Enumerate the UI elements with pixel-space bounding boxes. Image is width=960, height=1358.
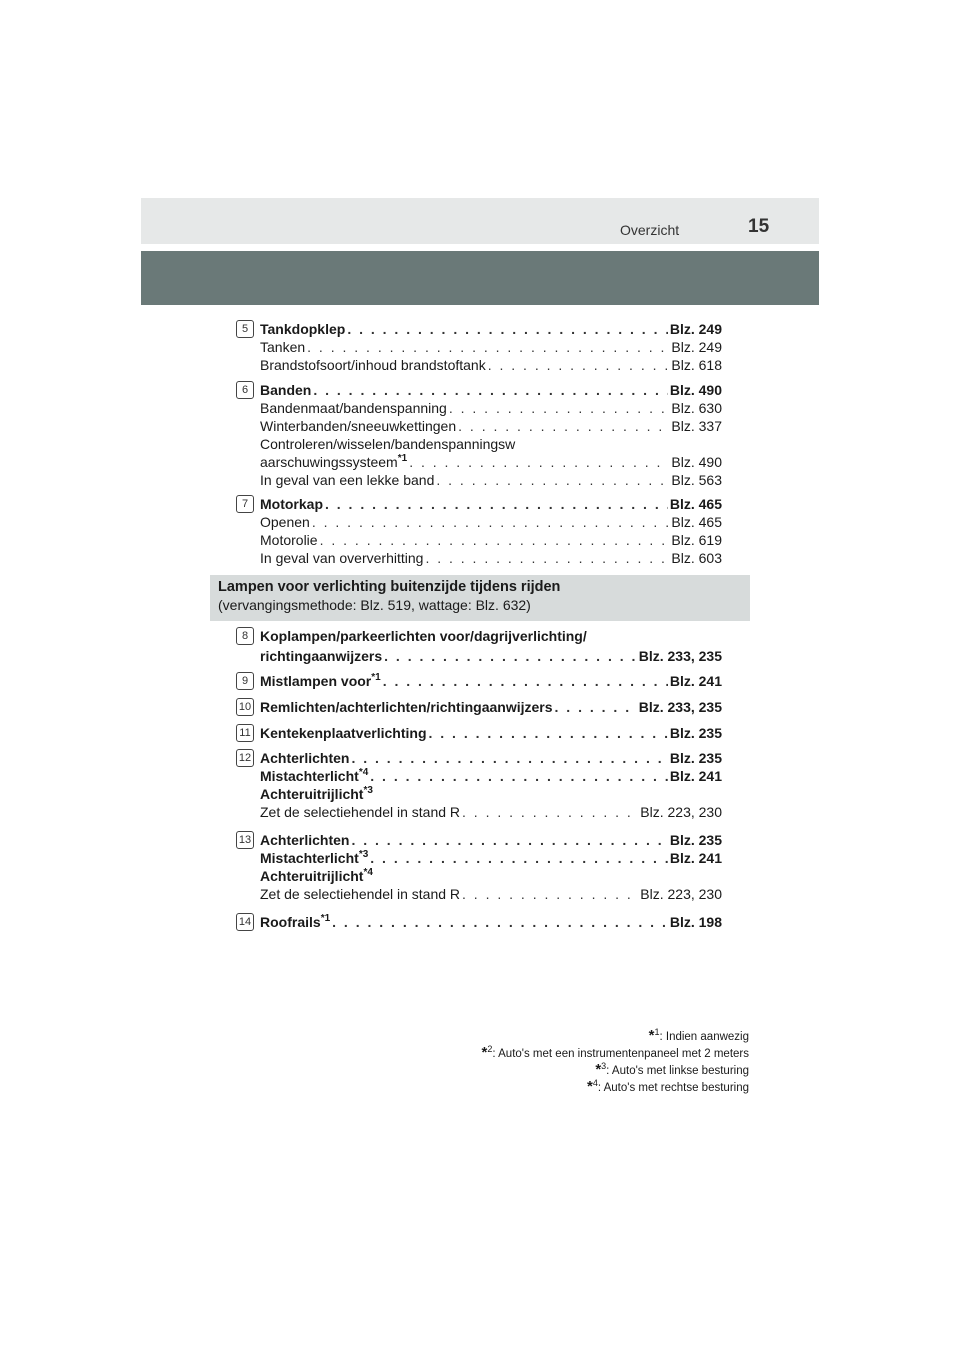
entry-label: Remlichten/achterlichten/richtingaanwijzers <box>260 699 553 715</box>
item-number-badge: 5 <box>236 320 254 338</box>
toc-subentry[interactable] <box>260 399 722 417</box>
entry-label: Bandenmaat/bandenspanning <box>260 400 447 416</box>
footnote: *$^3$: Auto's met linkse besturing <box>595 1061 749 1078</box>
toc-subentry[interactable] <box>260 417 722 435</box>
toc-subentry[interactable] <box>260 513 722 531</box>
header-band <box>141 251 819 305</box>
toc-subentry-wrap: Controleren/wisselen/bandenspanningsw <box>260 436 516 452</box>
entry-ref: Blz. 465 <box>669 496 722 512</box>
entry-label: Zet de selectiehendel in stand R <box>260 886 461 902</box>
entry-label: Mistachterlicht$^{*3}$ <box>260 849 369 866</box>
entry-ref: Blz. 490 <box>671 454 722 470</box>
entry-ref: Blz. 198 <box>669 914 722 930</box>
toc-subentry[interactable] <box>260 803 722 821</box>
entry-label: Openen <box>260 514 310 530</box>
entry-ref: Blz. 233, 235 <box>638 699 722 715</box>
entry-label: richtingaanwijzers <box>260 648 383 664</box>
footnote: *$^2$: Auto's met een instrumentenpaneel met 2 meters <box>481 1044 749 1061</box>
lamp-section-subtitle: (vervangingsmethode: Blz. 519, wattage: Blz. 632) <box>218 597 531 613</box>
footnote-mark: *3 <box>358 849 369 860</box>
section-6 <box>236 381 722 489</box>
entry-ref: Blz. 618 <box>671 357 722 373</box>
toc-entry[interactable] <box>260 724 722 742</box>
entry-label: Motorolie <box>260 532 318 548</box>
toc-entry-label: Achteruitrijlicht$^{*4}$ <box>260 867 373 884</box>
entry-label: Tanken <box>260 339 306 355</box>
entry-ref: Blz. 241 <box>669 850 722 866</box>
section-13 <box>236 831 722 903</box>
entry-ref: Blz. 249 <box>671 339 722 355</box>
footnote-mark: *4 <box>363 867 373 878</box>
entry-ref: Blz. 241 <box>669 768 722 784</box>
entry-label: Kentekenplaatverlichting <box>260 725 427 741</box>
toc-entry-wrap: Koplampen/parkeerlichten voor/dagrijverlichting/ <box>260 628 587 644</box>
toc-entry[interactable] <box>260 767 722 785</box>
entry-label: Mistlampen voor$^{*1}$ <box>260 672 381 689</box>
entry-label: Motorkap <box>260 496 323 512</box>
page-section-title: Overzicht <box>620 222 680 238</box>
entry-label: Banden <box>260 382 312 398</box>
toc-entry[interactable] <box>260 913 722 931</box>
toc-entry[interactable] <box>260 849 722 867</box>
item-number-badge: 7 <box>236 495 254 513</box>
entry-label: In geval van een lekke band <box>260 472 435 488</box>
entry-ref: Blz. 603 <box>671 550 722 566</box>
entry-label: In geval van oververhitting <box>260 550 424 566</box>
entry-label: aarschuwingssysteem$^{*1}$ <box>260 453 408 470</box>
item-number-badge: 8 <box>236 627 254 645</box>
toc-subentry[interactable] <box>260 885 722 903</box>
item-number-badge: 13 <box>236 831 254 849</box>
toc-entry[interactable] <box>260 647 722 665</box>
entry-ref: Blz. 235 <box>669 832 722 848</box>
entry-label: Tankdopklep <box>260 321 346 337</box>
toc-subentry[interactable] <box>260 338 722 356</box>
entry-ref: Blz. 223, 230 <box>640 886 722 902</box>
entry-ref: Blz. 619 <box>671 532 722 548</box>
footnote-mark: *1 <box>320 913 331 924</box>
section-7 <box>236 495 722 567</box>
entry-ref: Blz. 563 <box>671 472 722 488</box>
toc-subentry[interactable] <box>260 453 722 471</box>
section-14 <box>236 913 722 931</box>
lamp-section-header <box>210 575 750 621</box>
lamp-section-title: Lampen voor verlichting buitenzijde tijdens rijden <box>218 579 561 595</box>
item-number-badge: 11 <box>236 724 254 742</box>
entry-label: Zet de selectiehendel in stand R <box>260 804 461 820</box>
toc-entry[interactable] <box>260 672 722 690</box>
section-5 <box>236 320 722 374</box>
toc-entry[interactable] <box>260 749 722 767</box>
footnote: *$^1$: Indien aanwezig <box>648 1027 749 1044</box>
header-bar <box>141 198 819 244</box>
section-11 <box>236 724 722 742</box>
toc-subentry[interactable] <box>260 471 722 489</box>
item-number-badge: 14 <box>236 913 254 931</box>
section-9 <box>236 672 722 690</box>
page-number: 15 <box>748 216 770 237</box>
entry-ref: Blz. 235 <box>669 725 722 741</box>
entry-label: Roofrails$^{*1}$ <box>260 913 331 930</box>
entry-label: Brandstofsoort/inhoud brandstoftank <box>260 357 486 373</box>
entry-label: Achterlichten <box>260 750 350 766</box>
item-number-badge: 6 <box>236 381 254 399</box>
toc-entry[interactable] <box>260 320 722 338</box>
section-8 <box>236 627 722 665</box>
toc-subentry[interactable] <box>260 531 722 549</box>
entry-label: Mistachterlicht$^{*4}$ <box>260 767 369 784</box>
entry-label: Winterbanden/sneeuwkettingen <box>260 418 457 434</box>
toc-entry-label: Achteruitrijlicht$^{*3}$ <box>260 785 373 802</box>
footnote-mark: *1 <box>371 672 381 683</box>
item-number-badge: 9 <box>236 672 254 690</box>
entry-ref: Blz. 465 <box>671 514 722 530</box>
footnote-mark: *1 <box>397 453 408 464</box>
entry-ref: Blz. 630 <box>671 400 722 416</box>
footnotes <box>482 1028 749 1096</box>
item-number-badge: 10 <box>236 698 254 716</box>
entry-ref: Blz. 490 <box>669 382 722 398</box>
toc-entry[interactable] <box>260 698 722 716</box>
entry-ref: Blz. 223, 230 <box>640 804 722 820</box>
footnote-mark: *4 <box>358 767 369 778</box>
toc-entry[interactable] <box>260 831 722 849</box>
item-number-badge: 12 <box>236 749 254 767</box>
toc-subentry[interactable] <box>260 356 722 374</box>
entry-label: Achterlichten <box>260 832 350 848</box>
entry-ref: Blz. 235 <box>669 750 722 766</box>
section-12 <box>236 749 722 821</box>
section-10 <box>236 698 722 716</box>
toc-subentry[interactable] <box>260 549 722 567</box>
toc-entry[interactable] <box>260 495 722 513</box>
entry-ref: Blz. 241 <box>669 673 722 689</box>
entry-ref: Blz. 233, 235 <box>638 648 722 664</box>
footnote: *$^4$: Auto's met rechtse besturing <box>587 1078 749 1095</box>
entry-ref: Blz. 337 <box>671 418 722 434</box>
entry-ref: Blz. 249 <box>669 321 722 337</box>
toc-entry[interactable] <box>260 381 722 399</box>
footnote-mark: *3 <box>363 785 373 796</box>
